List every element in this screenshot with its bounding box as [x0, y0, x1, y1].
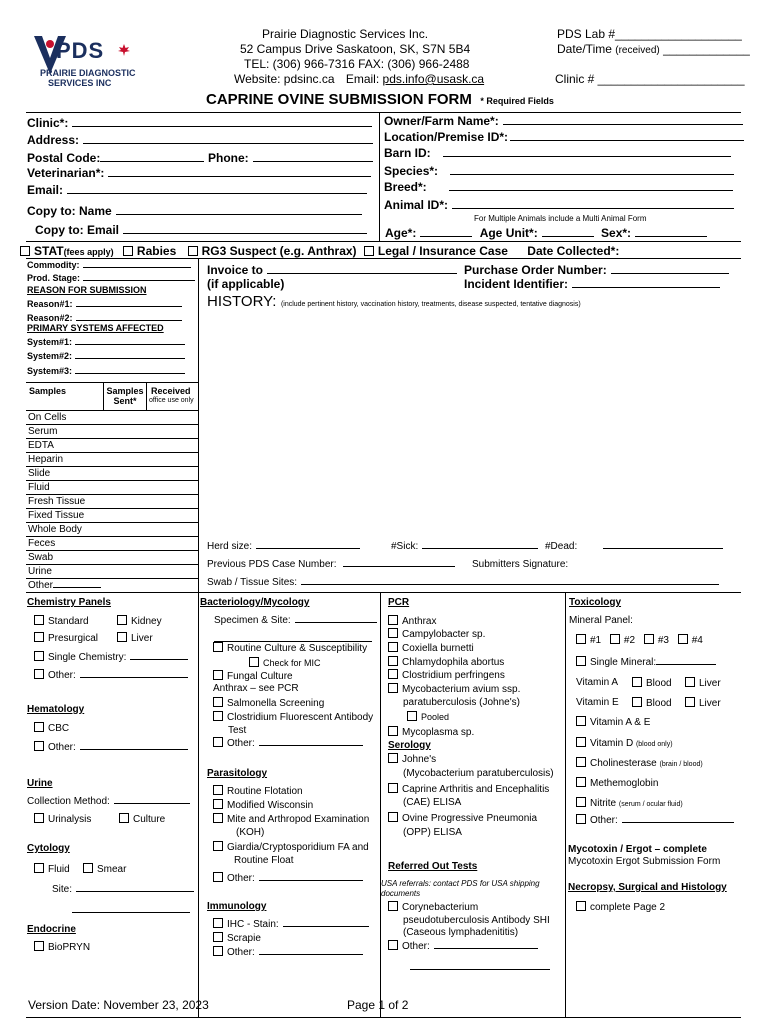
endocrine-heading: Endocrine — [27, 924, 76, 935]
datetime-label: Date/Time — [557, 42, 612, 56]
opp-elisa-label: (OPP) ELISA — [403, 827, 462, 838]
mite-checkbox[interactable]: Mite and Arthropod Examination — [213, 813, 369, 825]
org-name: Prairie Diagnostic Services Inc. — [262, 27, 429, 41]
system1-field[interactable]: System#1: — [27, 337, 185, 347]
vita-blood-checkbox[interactable]: Blood — [632, 677, 672, 689]
pcr-heading: PCR — [388, 597, 410, 608]
owner-label: Owner/Farm Name*: — [384, 114, 499, 128]
pooled-checkbox[interactable]: Pooled — [407, 711, 449, 722]
complete-page2-checkbox[interactable]: complete Page 2 — [576, 901, 665, 913]
breed-field[interactable] — [384, 180, 733, 194]
email-field-label: Email: — [27, 183, 64, 197]
history-note: (include pertinent history, vaccination history, treatments, disease suspected, tentative diagnosis) — [280, 301, 581, 308]
coryne-desc2: (Caseous lymphadenititis) — [403, 927, 519, 938]
sample-row[interactable] — [26, 522, 198, 536]
clostridium-test-label: Test — [228, 725, 247, 736]
prod-stage-field[interactable]: Prod. Stage: — [27, 273, 195, 283]
routine-culture-checkbox[interactable]: Routine Culture & Susceptibility — [213, 642, 367, 654]
bacteriology-heading: Bacteriology/Mycology — [200, 597, 310, 608]
location-label: Location/Premise ID*: — [384, 130, 509, 144]
dead-field[interactable]: #Dead: — [545, 541, 723, 552]
mineral-3-checkbox[interactable]: #3 — [644, 635, 669, 646]
kidney-checkbox[interactable]: Kidney — [117, 615, 162, 627]
serology-heading: Serology — [388, 740, 431, 751]
org-phone: TEL: (306) 966-7316 FAX: (306) 966-2488 — [244, 57, 470, 71]
invoice-field[interactable]: Invoice to — [207, 263, 457, 277]
sample-row[interactable] — [26, 424, 198, 438]
sample-row[interactable] — [26, 536, 198, 550]
website: Website: pdsinc.ca — [234, 72, 335, 86]
johnes-checkbox[interactable]: Johne's — [388, 753, 436, 765]
urinalysis-checkbox[interactable]: Urinalysis — [34, 813, 91, 825]
reason-heading: REASON FOR SUBMISSION — [27, 285, 147, 295]
mic-checkbox[interactable]: Check for MIC — [249, 657, 321, 668]
pcr-anthrax-checkbox[interactable]: Anthrax — [388, 615, 436, 627]
vite-liver-checkbox[interactable]: Liver — [685, 697, 721, 709]
sample-row-label: Fresh Tissue — [28, 496, 86, 507]
sample-row-label: Fixed Tissue — [28, 510, 85, 521]
bioprin-checkbox[interactable]: BioPRYN — [34, 941, 90, 953]
fungal-checkbox[interactable]: Fungal Culture — [213, 670, 293, 682]
mineral-2-checkbox[interactable]: #2 — [610, 635, 635, 646]
sample-row-label: Fluid — [28, 482, 50, 493]
clostridium-fa-checkbox[interactable]: Clostridium Fluorescent Antibody — [213, 711, 373, 723]
coryne-desc1: pseudotuberculosis Antibody SHI — [403, 915, 550, 926]
bact-other-checkbox[interactable]: Other: — [213, 737, 363, 749]
form-title — [206, 91, 554, 109]
multi-animal-note: For Multiple Animals include a Multi Animal Form — [474, 214, 647, 223]
rabies-checkbox[interactable]: Rabies — [123, 244, 176, 258]
copy-to-name-field[interactable] — [27, 204, 362, 218]
clostridium-perfringens-checkbox[interactable]: Clostridium perfringens — [388, 669, 505, 681]
rg3-checkbox[interactable]: RG3 Suspect (e.g. Anthrax) — [188, 244, 357, 258]
flotation-checkbox[interactable]: Routine Flotation — [213, 785, 303, 797]
barn-label: Barn ID: — [384, 146, 431, 160]
logo-line2: SERVICES INC — [48, 78, 112, 88]
cbc-checkbox[interactable]: CBC — [34, 722, 69, 734]
cae-elisa-label: (CAE) ELISA — [403, 797, 462, 808]
hema-other-checkbox[interactable]: Other: — [34, 741, 188, 753]
methemoglobin-checkbox[interactable]: Methemoglobin — [576, 777, 658, 789]
mycobacterium-checkbox[interactable]: Mycobacterium avium ssp. — [388, 683, 520, 695]
prev-case-field[interactable]: Previous PDS Case Number: — [207, 559, 455, 570]
history-field[interactable] — [207, 293, 581, 311]
applicable-label: (if applicable) — [207, 277, 285, 291]
copy-email-label: Copy to: Email — [35, 223, 120, 237]
location-field[interactable] — [384, 130, 744, 144]
collection-method-field[interactable]: Collection Method: — [27, 796, 190, 807]
culture-checkbox[interactable]: Culture — [119, 813, 165, 825]
sample-row[interactable] — [26, 578, 198, 592]
system2-field[interactable]: System#2: — [27, 351, 185, 361]
reason1-field[interactable]: Reason#1: — [27, 299, 182, 309]
sample-row-label: EDTA — [28, 440, 54, 451]
age-unit-label: Age Unit*: — [479, 226, 538, 240]
sample-row[interactable] — [26, 494, 198, 508]
signature-label: Submitters Signature: — [472, 559, 569, 570]
received-header: Received — [151, 386, 191, 396]
swab-sites-field[interactable]: Swab / Tissue Sites: — [207, 577, 719, 588]
age-label: Age*: — [385, 226, 417, 240]
sample-row[interactable] — [26, 564, 198, 578]
sample-row[interactable] — [26, 452, 198, 466]
sample-row-label: Feces — [28, 538, 56, 549]
logo-word: PDS — [56, 38, 105, 63]
mineral-1-checkbox[interactable]: #1 — [576, 635, 601, 646]
johnes-desc: (Mycobacterium paratuberculosis) — [403, 768, 554, 779]
postal-code-field[interactable] — [27, 151, 204, 165]
smear-checkbox[interactable]: Smear — [83, 863, 126, 875]
clinic-field[interactable] — [27, 116, 372, 130]
anthrax-see-pcr: Anthrax – see PCR — [213, 683, 299, 694]
fluid-checkbox[interactable]: Fluid — [34, 863, 70, 875]
sample-row[interactable] — [26, 508, 198, 522]
postal-label: Postal Code: — [27, 151, 101, 165]
coxiella-checkbox[interactable]: Coxiella burnetti — [388, 642, 474, 654]
title-main: CAPRINE OVINE SUBMISSION FORM — [206, 91, 472, 108]
logo-line1: PRAIRIE DIAGNOSTIC — [40, 68, 136, 78]
wisconsin-checkbox[interactable]: Modified Wisconsin — [213, 799, 313, 811]
vitamin-d-checkbox[interactable]: Vitamin D (blood only) — [576, 737, 673, 749]
cholinesterase-checkbox[interactable]: Cholinesterase (brain / blood) — [576, 757, 703, 769]
specimen-site-field[interactable]: Specimen & Site: — [214, 615, 377, 626]
sample-row[interactable] — [26, 410, 198, 424]
vet-label: Veterinarian*: — [27, 166, 105, 180]
immuno-other-checkbox[interactable]: Other: — [213, 946, 363, 958]
breed-label: Breed*: — [384, 180, 427, 194]
lab-number: PDS Lab #___________________ — [557, 27, 742, 41]
sample-row[interactable] — [26, 480, 198, 494]
cae-checkbox[interactable]: Caprine Arthritis and Encephalitis — [388, 783, 549, 795]
legal-checkbox[interactable]: Legal / Insurance Case — [364, 244, 508, 258]
system3-field[interactable]: System#3: — [27, 366, 185, 376]
single-mineral-checkbox[interactable]: Single Mineral: — [576, 656, 716, 668]
history-label: HISTORY: — [207, 293, 277, 310]
po-field[interactable]: Purchase Order Number: — [464, 263, 729, 277]
campylobacter-checkbox[interactable]: Campylobacter sp. — [388, 628, 485, 640]
mycotoxin-line2: Mycotoxin Ergot Submission Form — [568, 856, 721, 867]
chem-other-checkbox[interactable]: Other: — [34, 669, 188, 681]
necropsy-heading: Necropsy, Surgical and Histology — [568, 882, 727, 893]
samples-sent-header: Samples Sent* — [106, 386, 144, 406]
cytology-heading: Cytology — [27, 843, 70, 854]
page-number: Page 1 of 2 — [347, 998, 409, 1012]
mineral-4-checkbox[interactable]: #4 — [678, 635, 703, 646]
para-other-checkbox[interactable]: Other: — [213, 872, 363, 884]
date-collected-label: Date Collected*: — [527, 244, 620, 258]
hematology-heading: Hematology — [27, 704, 85, 715]
salmonella-checkbox[interactable]: Salmonella Screening — [213, 697, 324, 709]
ihc-checkbox[interactable]: IHC - Stain: — [213, 918, 369, 930]
sample-row-label: Serum — [28, 426, 58, 437]
mycotoxin-line1: Mycotoxin / Ergot – complete — [568, 844, 707, 855]
nitrite-checkbox[interactable]: Nitrite (serum / ocular fluid) — [576, 797, 683, 809]
cytology-site-field[interactable]: Site: — [52, 884, 194, 895]
commodity-field[interactable]: Commodity: — [27, 260, 191, 270]
reason2-field[interactable]: Reason#2: — [27, 313, 182, 323]
received-label: (received) — [615, 45, 660, 56]
chemistry-heading: Chemistry Panels — [27, 597, 111, 608]
vita-liver-checkbox[interactable]: Liver — [685, 677, 721, 689]
animal-id-field[interactable] — [384, 198, 734, 212]
incident-field[interactable]: Incident Identifier: — [464, 277, 720, 291]
single-chemistry-checkbox[interactable]: Single Chemistry: — [34, 651, 188, 663]
office-use-note: office use only — [149, 397, 194, 404]
vitamin-ae-checkbox[interactable]: Vitamin A & E — [576, 716, 650, 728]
clinic-label: Clinic*: — [27, 116, 69, 130]
toxicology-heading: Toxicology — [569, 597, 622, 608]
sample-row-label: On Cells — [28, 412, 67, 423]
sample-row[interactable] — [26, 550, 198, 564]
copy-to-email-field[interactable] — [35, 223, 367, 237]
phone-field[interactable] — [208, 151, 373, 165]
tox-other-checkbox[interactable]: Other: — [576, 814, 734, 826]
scrapie-checkbox[interactable]: Scrapie — [213, 932, 261, 944]
veterinarian-field[interactable] — [27, 166, 371, 180]
sample-row[interactable] — [26, 466, 198, 480]
title-required: * Required Fields — [480, 96, 554, 106]
herd-size-field[interactable]: Herd size: — [207, 541, 360, 552]
address-label: Address: — [27, 133, 80, 147]
species-field[interactable] — [384, 164, 734, 178]
date-time-received — [557, 42, 750, 56]
usa-referral-note: USA referrals: contact PDS for USA shipping documents — [381, 879, 540, 898]
vitamin-e-label: Vitamin E — [576, 697, 619, 708]
coryne-checkbox[interactable]: Corynebacterium — [388, 901, 478, 913]
email-field[interactable] — [27, 183, 367, 197]
copy-name-label: Copy to: Name — [27, 204, 112, 218]
age-row[interactable] — [385, 226, 707, 240]
giardia-checkbox[interactable]: Giardia/Cryptosporidium FA and — [213, 841, 369, 853]
chlamydophila-checkbox[interactable]: Chlamydophila abortus — [388, 656, 504, 668]
address-field[interactable] — [27, 133, 373, 147]
urine-heading: Urine — [27, 778, 53, 789]
vitamin-a-label: Vitamin A — [576, 677, 619, 688]
version-date: Version Date: November 23, 2023 — [28, 998, 209, 1012]
maple-leaf-icon — [118, 44, 130, 56]
sample-row-label: Slide — [28, 468, 51, 479]
mineral-panel-options — [576, 634, 703, 646]
barn-id-field[interactable] — [384, 146, 731, 160]
sample-row-label: Whole Body — [28, 524, 82, 535]
opp-checkbox[interactable]: Ovine Progressive Pneumonia — [388, 812, 537, 824]
sample-row-label: Swab — [28, 552, 54, 563]
org-address: 52 Campus Drive Saskatoon, SK, S7N 5B4 — [240, 42, 471, 56]
sample-row-label: Heparin — [28, 454, 64, 465]
stat-checkbox[interactable]: STAT(fees apply) — [20, 244, 114, 258]
sex-label: Sex*: — [601, 226, 632, 240]
datetime-line: _____________ — [663, 42, 750, 56]
liver-checkbox[interactable]: Liver — [117, 632, 153, 644]
clinic-number: Clinic # ______________________ — [555, 72, 745, 86]
samples-col-header: Samples — [29, 386, 67, 396]
sample-row-label: Other — [28, 580, 54, 591]
standard-checkbox[interactable]: Standard — [34, 615, 89, 627]
animal-label: Animal ID*: — [384, 198, 449, 212]
owner-field[interactable] — [384, 114, 743, 128]
mite-koh-label: (KOH) — [236, 827, 265, 838]
email-label: Email: — [345, 72, 380, 86]
pds-logo — [26, 28, 146, 98]
flags-row — [20, 244, 619, 258]
vite-blood-checkbox[interactable]: Blood — [632, 697, 672, 709]
systems-heading: PRIMARY SYSTEMS AFFECTED — [27, 323, 164, 333]
giardia-float-label: Routine Float — [234, 855, 294, 866]
phone-label: Phone: — [208, 151, 249, 165]
org-web-email — [234, 72, 484, 86]
sample-row-label: Urine — [28, 566, 52, 577]
sick-field[interactable]: #Sick: — [391, 541, 538, 552]
parasitology-heading: Parasitology — [207, 768, 268, 779]
presurgical-checkbox[interactable]: Presurgical — [34, 632, 98, 644]
email-link[interactable]: pds.info@usask.ca — [382, 72, 485, 86]
paratuberculosis-label: paratuberculosis (Johne's) — [403, 697, 520, 708]
mycoplasma-checkbox[interactable]: Mycoplasma sp. — [388, 726, 474, 738]
referred-heading: Referred Out Tests — [388, 861, 478, 872]
referred-other-checkbox[interactable]: Other: — [388, 940, 538, 952]
immunology-heading: Immunology — [207, 901, 267, 912]
sample-row[interactable] — [26, 438, 198, 452]
species-label: Species*: — [384, 164, 439, 178]
mineral-panel-label: Mineral Panel: — [569, 615, 633, 626]
